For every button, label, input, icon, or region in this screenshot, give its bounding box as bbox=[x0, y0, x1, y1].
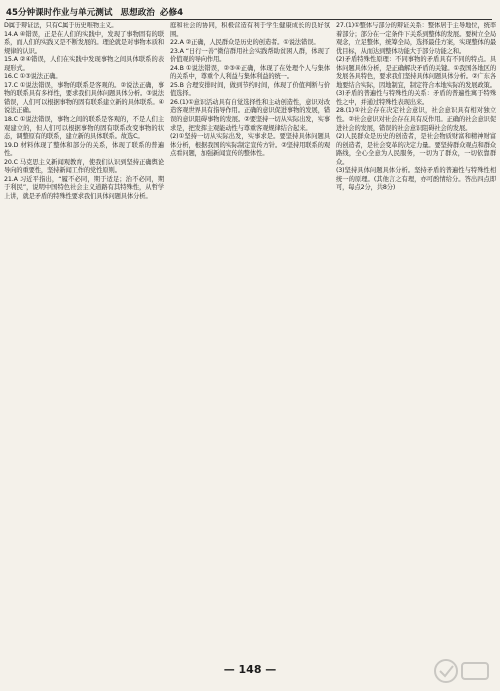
page-number: — 148 — bbox=[223, 663, 277, 676]
subject-label: 思想政治 bbox=[120, 7, 155, 18]
answer-paragraph: 庭和社会的协同，积极营造有利于学生健康成长的良好氛围。 bbox=[170, 22, 330, 38]
answer-paragraph: D属于辩证法，只有C属于历史唯物主义。 bbox=[4, 22, 118, 29]
column-right bbox=[336, 22, 496, 630]
answer-paragraph: 23.A “日行一善”微信群用社会实践帮助贫困人群，体现了价值观的导向作用。 bbox=[170, 47, 330, 64]
page-header bbox=[6, 4, 492, 20]
answer-paragraph: 15.A ②④错误，人们在实践中发现事物之间具体联系的表现形式。 bbox=[4, 56, 164, 72]
answer-paragraph: 17.C ①说法错误，事物的联系是客观的。②说法正确，事物的联系具有多样性，要求我们具体问题具体分析。③说法错误，人们可以根据事物的固有联系建立新的具体联系。④说法正确。 bbox=[4, 81, 164, 115]
answer-paragraph: (2)①坚持一切从实际出发，实事求是。要坚持具体问题具体分析，根据我国的实际制定宣传方针。②坚持用联系的观点看问题，加强新闻宣传的整体性。 bbox=[170, 133, 330, 158]
answer-paragraph: 21.A 习近平指出，“履不必同，期于适足；治不必同，期于利民”，说明中国特色社会主义道路有其特殊性，从哲学上讲，就是矛盾的特殊性要求我们具体问题具体分析。 bbox=[4, 175, 164, 200]
answer-paragraph: 22.A ②正确，人民群众是历史的创造者。①说法错误。 bbox=[170, 39, 320, 47]
answer-paragraph: 28.(1)①社会存在决定社会意识，社会意识具有相对独立性。②社会意识对社会存在具有反作用。正确的社会意识促进社会的发展，错误的社会意识阻碍社会的发展。 bbox=[336, 107, 496, 132]
answer-paragraph: (3)矛盾的普遍性与特殊性的关系：矛盾的普遍性寓于特殊性之中，并通过特殊性表现出来。 bbox=[336, 90, 496, 106]
answer-paragraph: 25.B 合理安排时间，做到节约时间，体现了价值判断与价值选择。 bbox=[170, 81, 330, 98]
column-middle bbox=[170, 22, 330, 630]
answer-paragraph: 18.C ①说法错误，事物之间的联系是客观的，不是人们主观建立的，但人们可以根据事物的固有联系改变事物的状态，调整原有的联系，建立新的具体联系。故选C。 bbox=[4, 116, 164, 141]
column-left bbox=[4, 22, 164, 630]
answer-paragraph: 20.C 马克思主义新闻观教育，使我们认识到坚持正确舆论导向的重要性，坚持新闻工作的党性原则。 bbox=[4, 158, 164, 175]
answer-paragraph: 16.C ①③说法正确。 bbox=[4, 73, 62, 81]
answer-paragraph: 14.A ④错误，正是在人们的实践中，发现了事物固有的联系，而人们的实践又是不断发展的。理论就是对事物本质和规律的认识。 bbox=[4, 30, 164, 55]
answer-paragraph: 19.D 材料体现了整体和部分的关系，体现了联系的普遍性。 bbox=[4, 141, 164, 158]
answer-paragraph: (2)矛盾特殊性原理：不同事物的矛盾具有不同的特点。具体问题具体分析，是正确解决矛盾的关键。①我国各地区的发展各具特色，要求我们坚持具体问题具体分析。②广东各地要结合实际，因地制宜，制定符合本地实际的发展政策。 bbox=[336, 56, 496, 89]
answer-columns bbox=[4, 22, 496, 630]
watermark-logo bbox=[432, 657, 492, 685]
answer-paragraph: 27.(1)①整体与部分的辩证关系：整体居于主导地位，统率着部分；部分在一定条件下关系到整体的发展。要树立全局观念，立足整体，统筹全局，选择最佳方案，实现整体的最优目标，从而达到整体功能大于部分功能之和。 bbox=[336, 22, 496, 55]
answer-paragraph: 24.B ①说法错误，②③④正确，体现了在处理个人与集体的关系中，尊重个人利益与集体利益的统一。 bbox=[170, 64, 330, 81]
module-label: 必修4 bbox=[159, 7, 184, 18]
book-title: 45分钟课时作业与单元测试 bbox=[6, 7, 113, 18]
answer-paragraph: (3)坚持具体问题具体分析。坚持矛盾的普遍性与特殊性相统一的原理。(其他言之有理，亦可酌情给分。答出四点即可，每点2分，共8分) bbox=[336, 167, 496, 192]
answer-paragraph: (2)人民群众是历史的创造者，是社会物质财富和精神财富的创造者，是社会变革的决定力量。要坚持群众观点和群众路线，全心全意为人民服务，一切为了群众，一切依靠群众。 bbox=[336, 133, 496, 166]
answer-paragraph: 26.(1)①意识活动具有自觉选择性和主动创造性，意识对改造客观世界具有指导作用。正确的意识促进事物的发展，错误的意识阻碍事物的发展。②要坚持一切从实际出发，实事求是，把发挥主观能动性与尊重客观规律结合起来。 bbox=[170, 98, 330, 132]
